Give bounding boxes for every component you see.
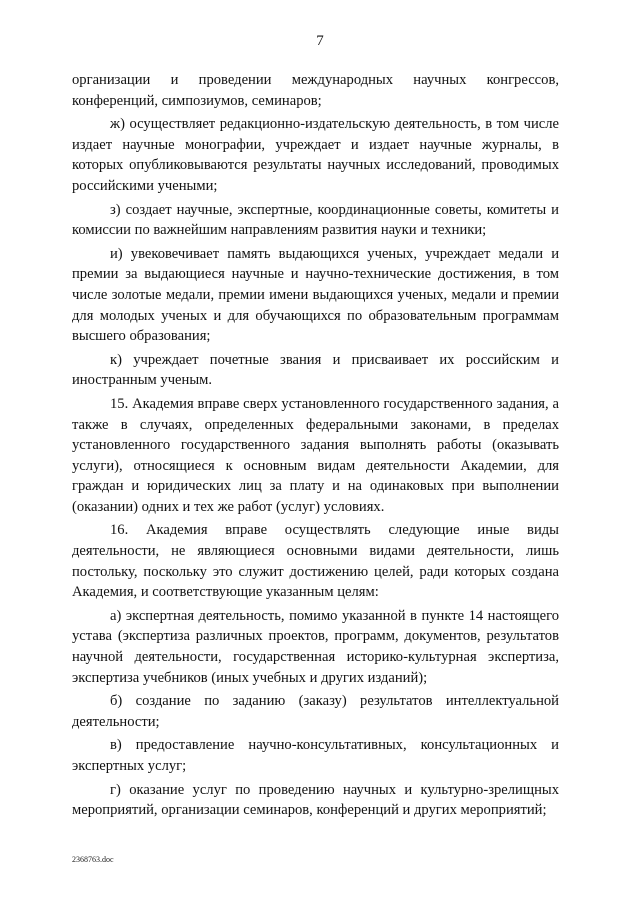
paragraph-item-a: а) экспертная деятельность, помимо указанной в пункте 14 настоящего устава (экспертиза различных проектов, программ, документов, результатов научной деятельности, государственная историко-культурная экспертиза, экспертиза учебников (иных учебных и других изданий); xyxy=(72,607,559,686)
footer-document-code: 2368763.doc xyxy=(72,855,114,864)
paragraph-clause-16: 16. Академия вправе осуществлять следующие иные виды деятельности, не являющиеся основными видами деятельности, лишь постольку, поскольку это служит достижению целей, ради которых создана Академия, и соответствующие указанным целям: xyxy=(72,522,559,601)
paragraph-item-i: и) увековечивает память выдающихся ученых, учреждает медали и премии за выдающиеся научные и научно-технические достижения, в том числе золотые медали, премии имени выдающихся ученых, медали и премии для молодых ученых и для обучающихся по образовательным программам высшего образования; xyxy=(72,245,559,345)
paragraph-item-v: в) предоставление научно-консультативных, консультационных и экспертных услуг; xyxy=(72,737,559,774)
paragraph-item-g: г) оказание услуг по проведению научных и культурно-зрелищных мероприятий, организации семинаров, конференций и других мероприятий; xyxy=(72,781,559,819)
paragraph-item-b: б) создание по заданию (заказу) результатов интеллектуальной деятельности; xyxy=(72,693,559,730)
paragraph-item-z: з) создает научные, экспертные, координационные советы, комитеты и комиссии по важнейшим направлениям развития науки и техники; xyxy=(72,201,559,239)
paragraph-item-zh: ж) осуществляет редакционно-издательскую деятельность, в том числе издает научные монографии, учреждает и издает научные журналы, в которых опубликовываются результаты научных исследований, проводимых российскими учеными; xyxy=(72,116,559,194)
paragraph-item-k: к) учреждает почетные звания и присваивает их российским и иностранным ученым. xyxy=(72,351,559,389)
paragraph-continuation: организации и проведении международных научных конгрессов, конференций, симпозиумов, семинаров; xyxy=(72,72,559,109)
document-body xyxy=(72,70,559,824)
paragraph-clause-15: 15. Академия вправе сверх установленного государственного задания, а также в случаях, определенных федеральными законами, в пределах установленного государственного задания выполнять работы (оказывать услуги), относящиеся к основным видам деятельности Академии, для граждан и юридических лиц за плату и на одинаковых при выполнении (оказании) одних и тех же работ (услуг) условиях. xyxy=(72,395,559,515)
page-number: 7 xyxy=(316,33,324,49)
